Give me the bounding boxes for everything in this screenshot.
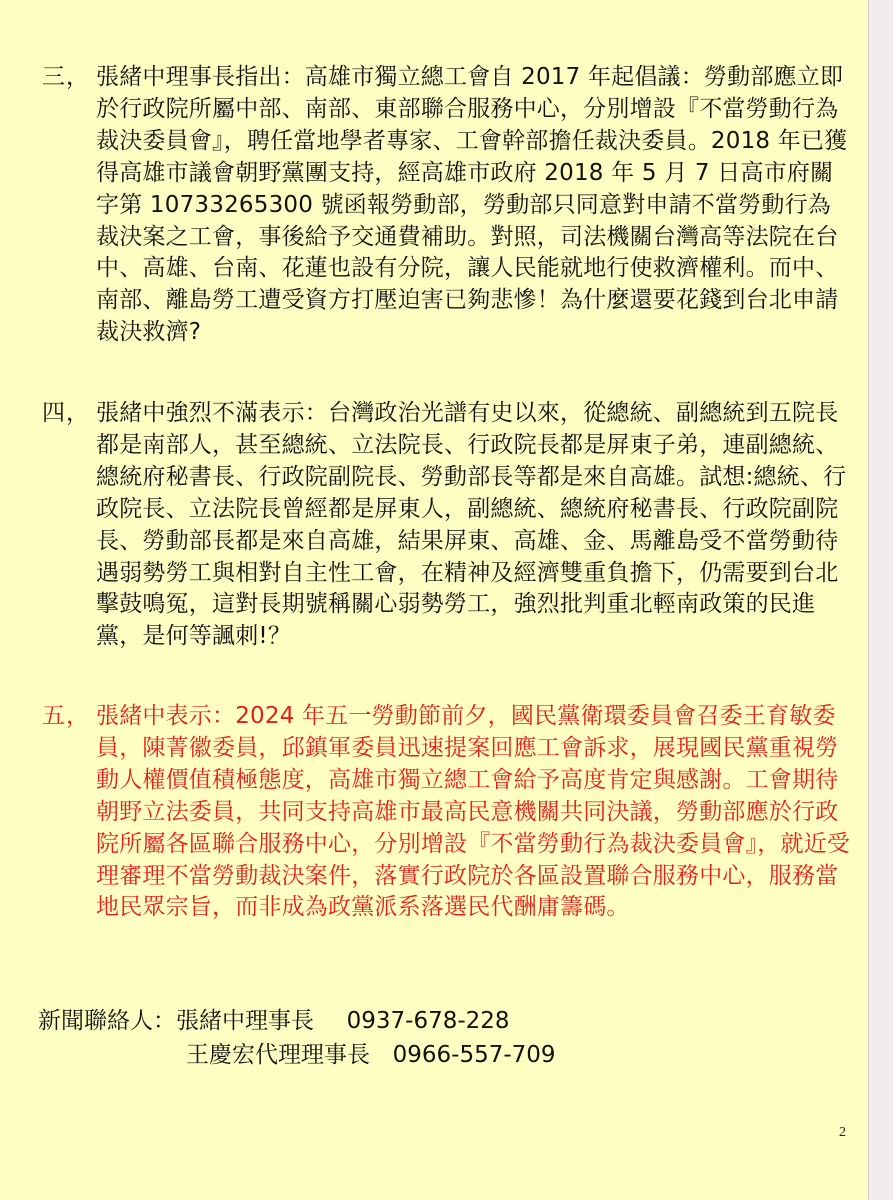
- paragraph-item-3: [42, 62, 852, 349]
- contact-phone-secondary: 0966-557-709: [392, 1042, 556, 1068]
- page-number: 2: [839, 1125, 846, 1140]
- paragraph-text: 張緒中強烈不滿表示：台灣政治光譜有史以來，從總統、副總統到五院長都是南部人，甚至總統、立法院長、行政院長都是屏東子弟，連副總統、總統府秘書長、行政院副院長、勞動部長等都是來自高雄。試想:總統、行政院長、立法院長曾經都是屏東人，副總統、總統府秘書長、行政院副院長、勞動部長都是來自高雄，結果屏東、高雄、金、馬離島受不當勞動待遇弱勢勞工與相對自主性工會，在精神及經濟雙重負擔下，仍需要到台北擊鼓鳴冤，這對長期號稱關心弱勢勞工，強烈批判重北輕南政策的民進黨，是何等諷刺!？: [96, 400, 847, 650]
- contact-phone-primary: 0937-678-228: [346, 1008, 510, 1034]
- contact-row-primary: [38, 1004, 798, 1038]
- contact-name-secondary: 王慶宏代理理事長: [186, 1042, 370, 1068]
- contact-label: 新聞聯絡人：張緒中理事長: [38, 1008, 314, 1034]
- paragraph-item-4: [42, 398, 852, 653]
- paragraph-text: 張緒中表示：2024 年五一勞動節前夕，國民黨衛環委員會召委王育敏委員，陳菁徽委員，邱鎮軍委員迅速提案回應工會訴求，展現國民黨重視勞動人權價值積極態度，高雄市獨立總工會給予高度肯定與感謝。工會期待朝野立法委員，共同支持高雄市最高民意機關共同決議，勞動部應於行政院所屬各區聯合服務中心，分別增設『不當勞動行為裁決委員會』，就近受理審理不當勞動裁決案件，落實行政院於各區設置聯合服務中心，服務當地民眾宗旨，而非成為政黨派系落選民代酬庸籌碼。: [96, 703, 851, 921]
- contact-row-secondary: [38, 1038, 798, 1072]
- list-marker: 五，: [42, 703, 90, 729]
- list-marker: 四，: [42, 400, 90, 426]
- list-marker: 三，: [42, 64, 90, 90]
- paragraph-text: 張緒中理事長指出：高雄市獨立總工會自 2017 年起倡議：勞動部應立即於行政院所屬中部、南部、東部聯合服務中心，分別增設『不當勞動行為裁決委員會』，聘任當地學者專家、工會幹部擔任裁決委員。2018 年已獲得高雄市議會朝野黨團支持，經高雄市政府 2018 年 5 月 7 日高市府關字第 10733265300 號函報勞動部，勞動部只同意對申請不當勞動行為裁決案之工會，事後給予交通費補助。對照，司法機關台灣高等法院在台中、高雄、台南、花蓮也設有分院，讓人民能就地行使救濟權利。而中、南部、離島勞工遭受資方打壓迫害已夠悲慘！為什麼還要花錢到台北申請裁決救濟?: [96, 64, 848, 346]
- paragraph-item-5: [42, 701, 852, 924]
- press-contact: [38, 1004, 798, 1072]
- page-edge-strip: [868, 0, 893, 1200]
